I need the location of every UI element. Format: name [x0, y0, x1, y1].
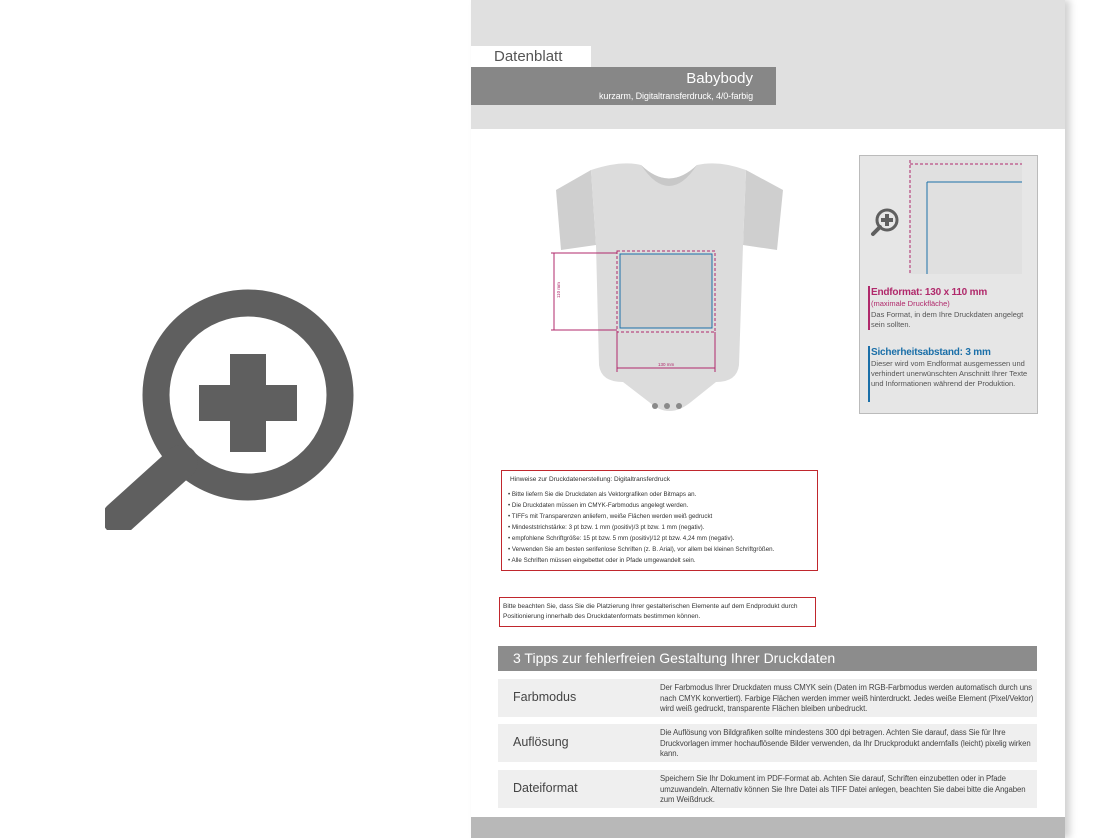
- tip-row-file-format: [498, 770, 1037, 808]
- tip-name: Auflösung: [513, 735, 569, 749]
- placement-note: Bitte beachten Sie, dass Sie die Platzierung Ihrer gestalterischen Elemente auf dem Endprodukt durch Positionierung innerhalb des Druckdatenformats bestimmen können.: [503, 603, 798, 620]
- zoom-in-icon[interactable]: [870, 204, 902, 238]
- list-item: • Bitte liefern Sie die Druckdaten als Vektorgrafiken oder Bitmaps an.: [508, 491, 697, 498]
- safety-distance-description: Dieser wird vom Endformat ausgemessen und verhindert unerwünschten Anschnitt Ihrer Texte und Informationen während der Produktion.: [871, 359, 1028, 388]
- page-footer-band: [471, 817, 1065, 838]
- tip-text: Der Farbmodus Ihrer Druckdaten muss CMYK sein (Daten im RGB-Farbmodus werden automatisch durch uns nach CMYK konvertiert). Farbige Flächen werden immer weiß hinterdruckt. Jedes weiße Element (Pixel/Vektor) wird weiß gedruckt, transparente Flächen bleiben unbedruckt.: [660, 683, 1034, 713]
- list-item: • empfohlene Schriftgröße: 15 pt bzw. 5 mm (positiv)/12 pt bzw. 4,24 mm (negativ).: [508, 535, 735, 542]
- product-title-band: [471, 67, 776, 105]
- list-item: • TIFFs mit Transparenzen anliefern, weiße Flächen werden weiß gedruckt: [508, 513, 713, 520]
- tip-name: Farbmodus: [513, 690, 577, 704]
- tips-heading: 3 Tipps zur fehlerfreien Gestaltung Ihrer Druckdaten: [513, 650, 836, 666]
- print-data-hints-box: [501, 470, 818, 571]
- tip-row-resolution: [498, 724, 1037, 762]
- product-subtitle: kurzarm, Digitaltransferdruck, 4/0-farbig: [599, 91, 753, 101]
- list-item: • Mindeststrichstärke: 3 pt bzw. 1 mm (positiv)/3 pt bzw. 1 mm (negativ).: [508, 524, 705, 531]
- safety-marker: [868, 346, 870, 402]
- hints-title: Hinweise zur Druckdatenerstellung: Digitaltransferdruck: [510, 476, 671, 483]
- zoom-in-icon[interactable]: [105, 250, 355, 530]
- hints-list: [508, 489, 813, 566]
- tip-text: Die Auflösung von Bildgrafiken sollte mindestens 300 dpi betragen. Achten Sie darauf, dass Sie für Ihre Druckvorlagen immer hochauflösende Bilder verwenden, da Ihr Druckprodukt andernfalls (leicht) pixelig wirken kann.: [660, 728, 1031, 758]
- list-item: • Verwenden Sie am besten serifenlose Schriften (z. B. Arial), vor allem bei kleinen Schriftgrößen.: [508, 546, 775, 553]
- endformat-marker: [868, 286, 870, 330]
- tip-row-color-mode: [498, 679, 1037, 717]
- tips-heading-bar: [498, 646, 1037, 671]
- format-info-text: [860, 284, 1037, 413]
- endformat-title: Endformat: 130 x 110 mm: [871, 287, 988, 298]
- placement-note-box: [499, 597, 816, 627]
- product-title: Babybody: [686, 70, 753, 87]
- tip-name: Dateiformat: [513, 781, 578, 795]
- format-zoom-preview: [909, 160, 1022, 274]
- datasheet-tab-label: Datenblatt: [494, 48, 563, 65]
- datasheet-tab: [471, 46, 591, 67]
- list-item: • Die Druckdaten müssen im CMYK-Farbmodus angelegt werden.: [508, 502, 689, 509]
- safety-distance-title: Sicherheitsabstand: 3 mm: [871, 347, 991, 358]
- format-info-panel: [859, 155, 1038, 414]
- endformat-description: Das Format, in dem Ihre Druckdaten angelegt sein sollten.: [871, 310, 1024, 329]
- list-item: • Alle Schriften müssen eingebettet oder in Pfade umgewandelt sein.: [508, 557, 696, 564]
- endformat-subtitle: (maximale Druckfläche): [871, 299, 950, 308]
- babybody-diagram: [551, 150, 796, 420]
- width-dimension-label: 130 mm: [658, 362, 675, 367]
- tip-text: Speichern Sie Ihr Dokument im PDF-Format ab. Achten Sie darauf, Schriften einzubetten oder in Pfade umzuwandeln. Alternativ können Sie Ihre Datei als TIFF Datei anlegen, beachten Sie dabei bitte die Angaben zum Weißdruck.: [660, 774, 1026, 804]
- height-dimension-label: 110 mm: [556, 282, 561, 298]
- datasheet-page: [471, 0, 1065, 838]
